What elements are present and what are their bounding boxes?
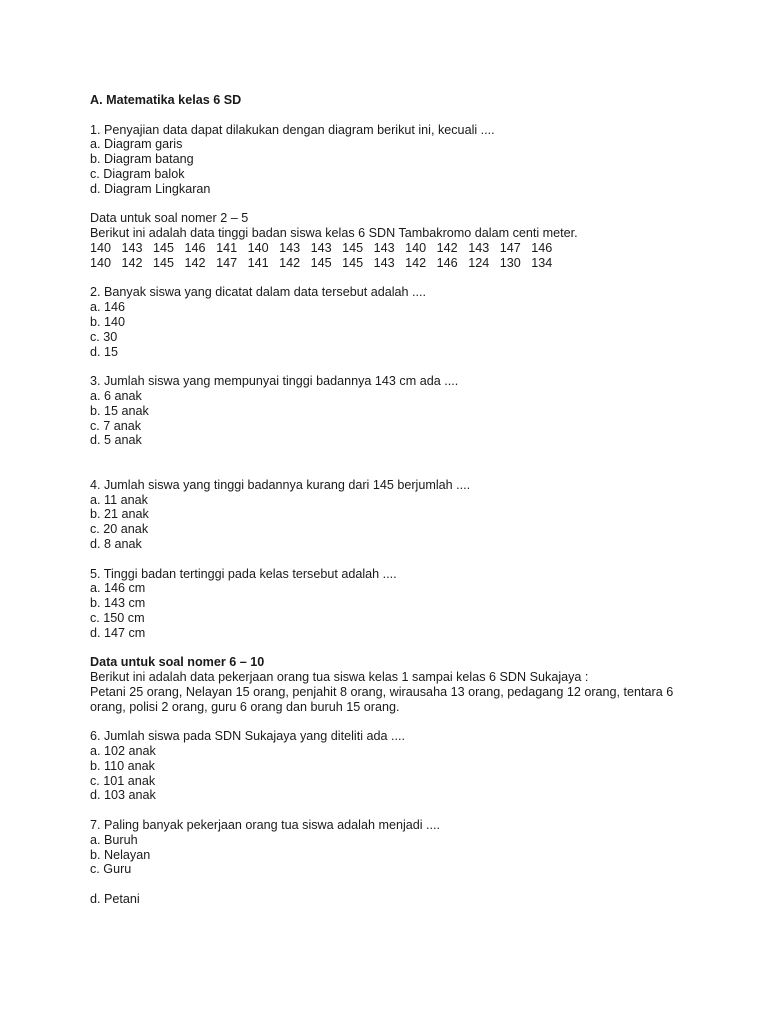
option: c. Guru: [90, 862, 132, 877]
question-text: 3. Jumlah siswa yang mempunyai tinggi badannya 143 cm ada ....: [90, 374, 459, 389]
question-text: 1. Penyajian data dapat dilakukan dengan diagram berikut ini, kecuali ....: [90, 122, 495, 137]
question-text: 2. Banyak siswa yang dicatat dalam data tersebut adalah ....: [90, 285, 427, 300]
option: d. 103 anak: [90, 788, 156, 803]
data-value: 134: [531, 255, 553, 270]
option: c. 20 anak: [90, 522, 149, 537]
option: a. 102 anak: [90, 744, 156, 759]
data-row-1: [90, 241, 690, 256]
data-value: 143: [373, 255, 395, 270]
question-4: [90, 478, 690, 552]
option: b. 21 anak: [90, 507, 149, 522]
data-value: 142: [279, 255, 301, 270]
data-value: 142: [436, 240, 458, 255]
question-text: 4. Jumlah siswa yang tinggi badannya kurang dari 145 berjumlah ....: [90, 477, 471, 492]
data-value: 141: [247, 255, 269, 270]
data-value: 145: [342, 240, 364, 255]
data-value: 140: [247, 240, 269, 255]
option: d. 15: [90, 344, 119, 359]
option: c. 101 anak: [90, 773, 156, 788]
data-value: 143: [373, 240, 395, 255]
data-value: 145: [342, 255, 364, 270]
option: b. Nelayan: [90, 847, 151, 862]
option: d. 5 anak: [90, 433, 142, 448]
data-value: 145: [153, 255, 175, 270]
data-value: 143: [468, 240, 490, 255]
option: c. 150 cm: [90, 610, 145, 625]
option: d. 147 cm: [90, 625, 146, 640]
data-detail: Petani 25 orang, Nelayan 15 orang, penjahit 8 orang, wirausaha 13 orang, pedagang 12 orang, tentara 6 orang, polisi 2 orang, guru 6 orang dan buruh 15 orang.: [90, 684, 674, 714]
option: a. 6 anak: [90, 388, 142, 403]
data-description: Berikut ini adalah data pekerjaan orang tua siswa kelas 1 sampai kelas 6 SDN Sukajaya :: [90, 670, 589, 685]
data-value: 146: [184, 240, 206, 255]
data-value: 142: [184, 255, 206, 270]
data-value: 141: [216, 240, 238, 255]
data-value: 143: [121, 240, 143, 255]
question-text: 5. Tinggi badan tertinggi pada kelas tersebut adalah ....: [90, 566, 397, 581]
option: c. 30: [90, 329, 118, 344]
option: c. 7 anak: [90, 418, 142, 433]
data-value: 146: [436, 255, 458, 270]
data-title: Data untuk soal nomer 2 – 5: [90, 211, 249, 226]
option: a. 146: [90, 300, 126, 315]
question-2: [90, 285, 690, 359]
option: a. Diagram garis: [90, 137, 183, 152]
data-value: 142: [405, 255, 427, 270]
option: d. 8 anak: [90, 536, 142, 551]
option: d. Petani: [90, 892, 140, 907]
data-value: 145: [310, 255, 332, 270]
option: c. Diagram balok: [90, 166, 185, 181]
data-value: 143: [279, 240, 301, 255]
data-value: 147: [216, 255, 238, 270]
question-3: [90, 374, 690, 448]
data-value: 130: [499, 255, 521, 270]
question-6: [90, 729, 690, 803]
option: d. Diagram Lingkaran: [90, 181, 211, 196]
data-value: 146: [531, 240, 553, 255]
option: a. 11 anak: [90, 492, 148, 507]
question-text: 6. Jumlah siswa pada SDN Sukajaya yang diteliti ada ....: [90, 729, 406, 744]
option: a. 146 cm: [90, 581, 146, 596]
data-value: 124: [468, 255, 490, 270]
question-7: [90, 818, 690, 907]
data-value: 143: [310, 240, 332, 255]
data-title: Data untuk soal nomer 6 – 10: [90, 655, 265, 670]
section-title: A. Matematika kelas 6 SD: [90, 93, 242, 107]
option: b. 15 anak: [90, 403, 149, 418]
data-value: 147: [499, 240, 521, 255]
question-1: [90, 123, 690, 197]
data-value: 140: [90, 240, 112, 255]
option: b. 143 cm: [90, 596, 146, 611]
data-value: 140: [90, 255, 112, 270]
option: b. 140: [90, 314, 126, 329]
option: b. 110 anak: [90, 758, 155, 773]
question-5: [90, 567, 690, 641]
data-block-6-10: [90, 655, 690, 714]
data-block-2-5: [90, 211, 690, 270]
data-value: 142: [121, 255, 143, 270]
option: b. Diagram batang: [90, 152, 194, 167]
data-value: 145: [153, 240, 175, 255]
data-row-2: [90, 256, 690, 271]
data-description: Berikut ini adalah data tinggi badan siswa kelas 6 SDN Tambakromo dalam centi meter.: [90, 226, 578, 241]
document-content: [90, 93, 690, 907]
question-text: 7. Paling banyak pekerjaan orang tua siswa adalah menjadi ....: [90, 818, 441, 833]
option: a. Buruh: [90, 832, 138, 847]
data-value: 140: [405, 240, 427, 255]
